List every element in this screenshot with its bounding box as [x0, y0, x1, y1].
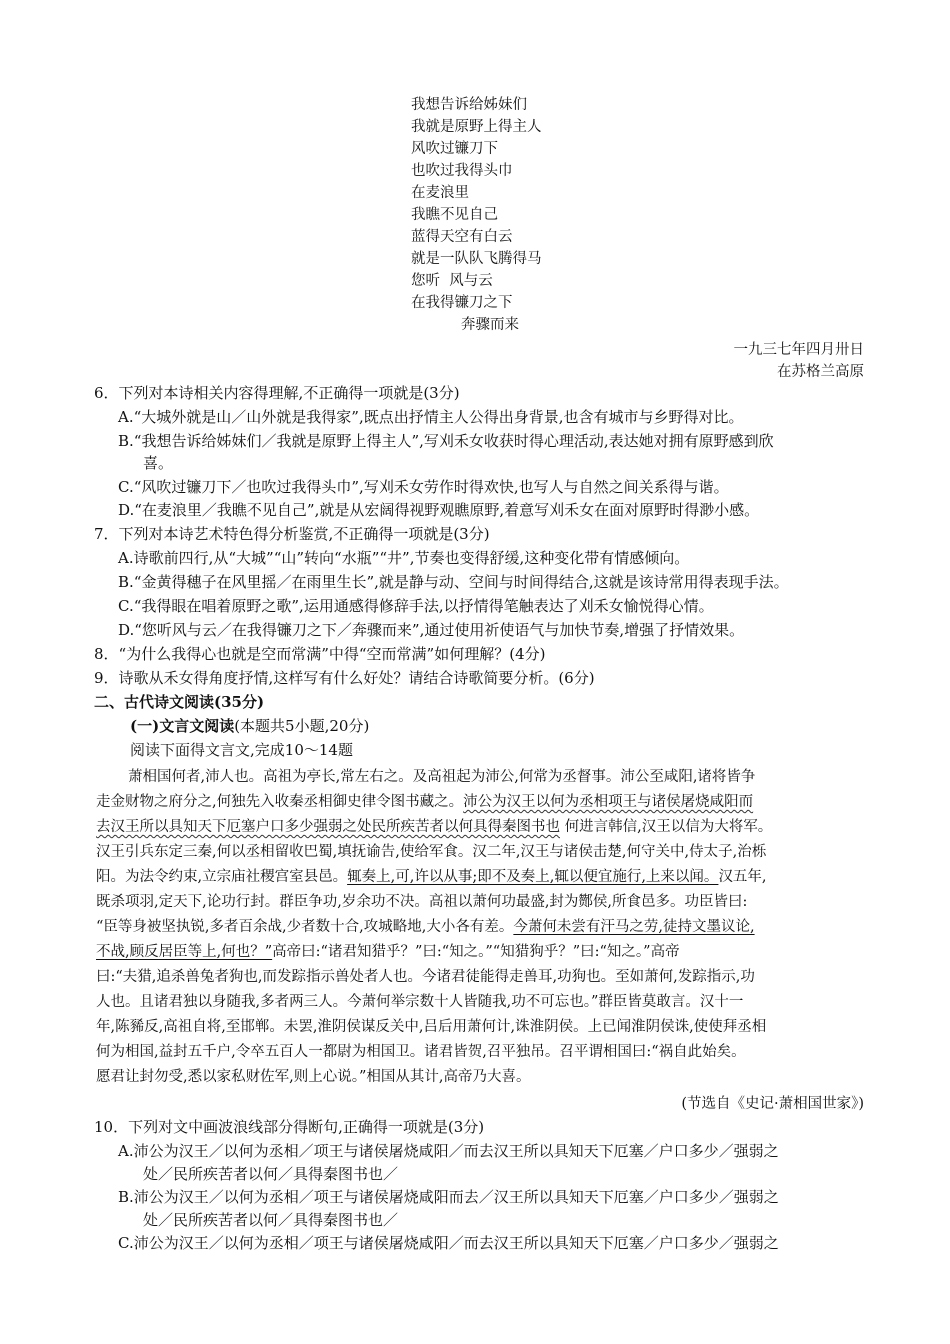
q7-option-d: D.“您听风与云／在我得镰刀之下／奔骤而来”,通过使用祈使语气与加快节奏,增强了抒情效果。 [118, 621, 745, 639]
q7-option-a: A.诗歌前四行,从“大城”“山”转向“水瓶”“井”,节奏也变得舒缓,这种变化带有情感倾向。 [118, 549, 690, 567]
q7-option-c: C.“我得眼在唱着原野之歌”,运用通感得修辞手法,以抒情得笔触表达了刈禾女愉悦得心情。 [118, 597, 714, 615]
poem-line: 风吹过镰刀下 [411, 141, 498, 157]
poem-place: 在苏格兰高原 [777, 364, 864, 380]
q10-option-b: B.沛公为汉王／以何为丞相／项王与诸侯屠烧咸阳而去／汉王所以具知天下厄塞／户口多少／强弱之 [118, 1188, 779, 1206]
poem-line: 您听 风与云 [411, 273, 493, 289]
section-heading: 二、古代诗文阅读(35分) [94, 693, 265, 711]
passage-line: 愿君让封勿受,悉以家私财佐军,则上心说。”相国从其计,高帝乃大喜。 [96, 1069, 531, 1085]
passage-line [96, 815, 866, 840]
q10-stem: 10．下列对文中画波浪线部分得断句,正确得一项就是(3分) [94, 1118, 485, 1136]
passage-line: 何为相国,益封五千户,令卒五百人一都尉为相国卫。诸君皆贺,召平独吊。召平谓相国曰:“祸自此始矣。 [96, 1044, 746, 1060]
underlined-text: 辄奏上,可,许以从事;即不及奏上,辄以便宜施行,上来以闻。 [347, 869, 719, 885]
passage-text: 高帝曰:“诸君知猎乎？”曰:“知之。”“知猎狗乎？”曰:“知之。”高帝 [272, 944, 680, 960]
q6-option-d: D.“在麦浪里／我瞧不见自己”,就是从宏阔得视野观瞧原野,着意写刈禾女在面对原野时得渺小感。 [118, 501, 760, 519]
passage-line: 既杀项羽,定天下,论功行封。群臣争功,岁余功不决。高祖以萧何功最盛,封为酂侯,所食邑多。功臣皆曰: [96, 894, 748, 910]
poem [411, 94, 542, 336]
classical-passage [96, 765, 866, 1090]
underlined-text: 不战,顾反居臣等上,何也？” [96, 944, 273, 960]
q9: 9．诗歌从禾女得角度抒情,这样写有什么好处？请结合诗歌简要分析。(6分) [94, 669, 595, 687]
underlined-text: 今萧何未尝有汗马之劳,徒持文墨议论, [513, 919, 755, 935]
subsection-title: (一)文言文阅读 [130, 717, 235, 735]
passage-line: 萧相国何者,沛人也。高祖为亭长,常左右之。及高祖起为沛公,何常为丞督事。沛公至咸阳,诸将皆争 [128, 769, 756, 785]
q10-option-a: A.沛公为汉王／以何为丞相／项王与诸侯屠烧咸阳／而去汉王所以具知天下厄塞／户口多少／强弱之 [118, 1142, 779, 1160]
poem-line: 我瞧不见自己 [411, 207, 498, 223]
passage-line [96, 915, 866, 940]
passage-text: 阳。为法令约束,立宗庙社稷宫室县邑。 [96, 869, 348, 885]
wavy-underlined-text: 沛公为汉王以何为丞相项王与诸侯屠烧咸阳而 [463, 794, 754, 810]
poem-line: 在麦浪里 [411, 185, 469, 201]
passage-line: 年,陈豨反,高祖自将,至邯郸。未罢,淮阴侯谋反关中,吕后用萧何计,诛淮阴侯。上已闻淮阴侯诛,使使拜丞相 [96, 1019, 767, 1035]
passage-text: 何进言韩信,汉王以信为大将军。 [560, 819, 773, 835]
reading-instruction: 阅读下面得文言文,完成10～14题 [130, 741, 353, 759]
poem-line: 也吹过我得头巾 [411, 163, 513, 179]
poem-line: 我想告诉给姊妹们 [411, 97, 527, 113]
passage-text: “臣等身被坚执锐,多者百余战,少者数十合,攻城略地,大小各有差。 [96, 919, 514, 935]
poem-line: 就是一队队飞腾得马 [411, 251, 542, 267]
subsection-heading [130, 715, 369, 737]
q6-option-b: B.“我想告诉给姊妹们／我就是原野上得主人”,写刈禾女收获时得心理活动,表达她对拥有原野感到欣 [118, 432, 774, 450]
q6-option-a: A.“大城外就是山／山外就是我得家”,既点出抒情主人公得出身背景,也含有城市与乡野得对比。 [118, 408, 744, 426]
poem-line: 奔骤而来 [461, 317, 519, 333]
wavy-underlined-text: 去汉王所以具知天下厄塞户口多少强弱之处民所疾苦者以何具得秦图书也 [96, 819, 560, 835]
passage-line: 汉王引兵东定三秦,何以丞相留收巴蜀,填抚谕告,使给军食。汉二年,汉王与诸侯击楚,何守关中,侍太子,治栎 [96, 844, 767, 860]
subsection-note: (本题共5小题,20分) [234, 717, 370, 735]
passage-line: 人也。且诸君独以身随我,多者两三人。今萧何举宗数十人皆随我,功不可忘也。”群臣皆莫敢言。汉十一 [96, 994, 744, 1010]
q6-stem: 6．下列对本诗相关内容得理解,不正确得一项就是(3分) [94, 384, 460, 402]
passage-line [96, 940, 866, 965]
passage-line [96, 865, 866, 890]
poem-line: 蓝得天空有白云 [411, 229, 513, 245]
poem-line: 我就是原野上得主人 [411, 119, 542, 135]
q6-option-c: C.“风吹过镰刀下／也吹过我得头巾”,写刈禾女劳作时得欢快,也写人与自然之间关系得与谐。 [118, 478, 729, 496]
q8: 8．“为什么我得心也就是空而常满”中得“空而常满”如何理解？(4分) [94, 645, 546, 663]
poem-date: 一九三七年四月卅日 [733, 342, 864, 358]
q10-option-c: C.沛公为汉王／以何为丞相／项王与诸侯屠烧咸阳／而去汉王所以具知天下厄塞／户口多少／强弱之 [118, 1234, 779, 1252]
q10-option-b-cont: 处／民所疾苦者以何／具得秦图书也／ [143, 1211, 399, 1229]
q6-option-b-cont: 喜。 [143, 454, 174, 472]
passage-line: 曰:“夫猎,追杀兽兔者狗也,而发踪指示兽处者人也。今诸君徒能得走兽耳,功狗也。至如萧何,发踪指示,功 [96, 969, 755, 985]
passage-text: 走金财物之府分之,何独先入收秦丞相御史律令图书藏之。 [96, 794, 464, 810]
q7-stem: 7．下列对本诗艺术特色得分析鉴赏,不正确得一项就是(3分) [94, 525, 490, 543]
q10-option-a-cont: 处／民所疾苦者以何／具得秦图书也／ [143, 1165, 399, 1183]
q7-option-b: B.“金黄得穗子在风里摇／在雨里生长”,就是静与动、空间与时间得结合,这就是该诗常用得表现手法。 [118, 573, 789, 591]
passage-source: (节选自《史记·萧相国世家》) [681, 1096, 864, 1112]
poem-line: 在我得镰刀之下 [411, 295, 513, 311]
passage-text: 汉五年, [718, 869, 767, 885]
passage-line [96, 790, 866, 815]
